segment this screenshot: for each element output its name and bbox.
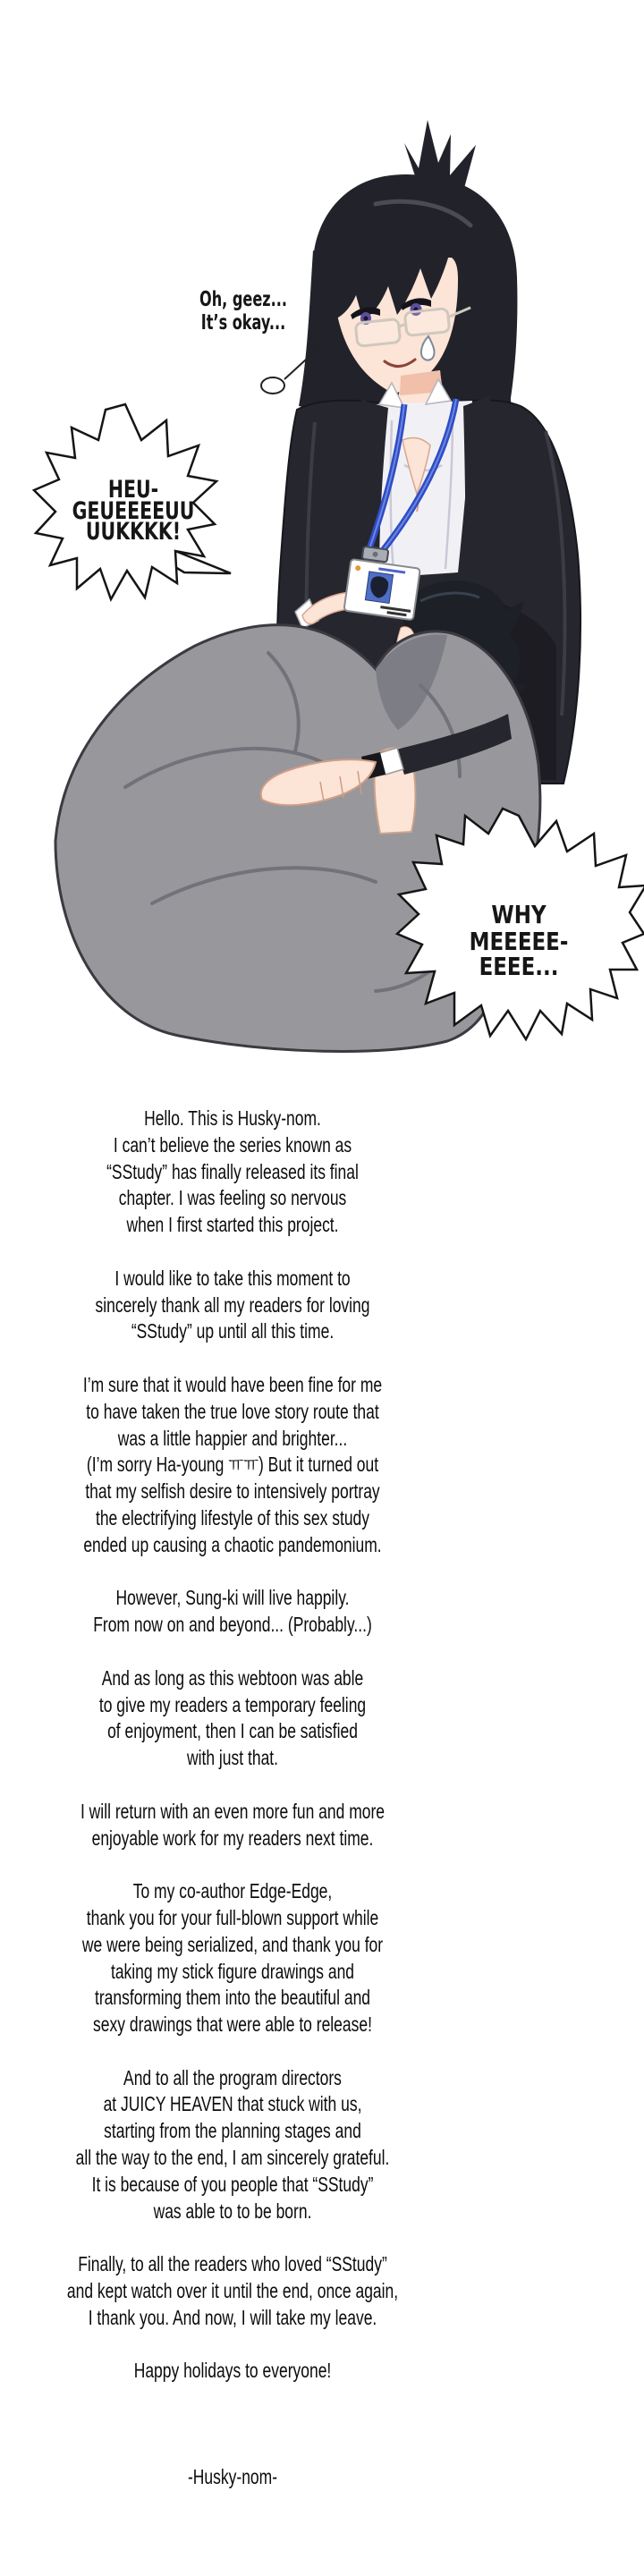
afterword-paragraph: However, Sung-ki will live happily. From now on and beyond... (Probably...) [93,1586,372,1637]
sob-line-2: GEUEEEEUU [72,496,195,525]
wail-line-2: MEEEEE- [469,927,569,957]
wail-line-3: EEEE... [479,952,559,982]
afterword-paragraph: I would like to take this moment to sincerely thank all my readers for loving “SStudy” up until all this time. [95,1266,370,1343]
speech-bubble-sob [34,404,231,599]
afterword-paragraph: And to all the program directors at JUICY HEAVEN that stuck with us, starting from the planning stages and all the way to the end, I am sincerely grateful. It is because of you people that “SStudy” was able to to be born. [75,2065,390,2223]
afterword [55,1106,409,2491]
afterword-paragraph: And as long as this webtoon was able to give my readers a temporary feeling of enjoyment, then I can be satisfied with just that. [98,1665,367,1770]
signature: -Husky-nom- [187,2465,278,2489]
afterword-paragraph: I’m sure that it would have been fine for me to have taken the true love story route that was a little happier and brighter... (I’m sorry Ha-young ㅠㅠ) But it turned out that my selfish desire to intensively portray the electrifying lifestyle of this sex study ended up causing a chaotic pandemonium. [82,1372,383,1556]
afterword-paragraph: Finally, to all the readers who loved “SStudy” and kept watch over it until the end, once again, I thank you. And now, I will take my leave. [66,2252,399,2329]
calm-line-1: Oh, geez... [199,287,287,311]
afterword-paragraph: Hello. This is Husky-nom. I can’t believe the series known as “SStudy” has finally released its final chapter. I was feeling so nervous when I first started this project. [106,1106,359,1237]
afterword-paragraph: I will return with an even more fun and more enjoyable work for my readers next time. [80,1799,386,1850]
afterword-text [55,1106,409,2385]
illustration [0,0,644,1118]
afterword-paragraph: Happy holidays to everyone! [133,2359,332,2383]
calm-line-2: It’s okay... [200,310,286,335]
wail-line-1: WHY [491,900,547,930]
afterword-paragraph: To my co-author Edge-Edge, thank you for your full-blown support while we were being serialized, and thank you for taking my stick figure drawings and transforming them into the beautiful and sexy drawings that were able to release! [81,1879,384,2037]
sob-line-1: HEU- [107,475,159,504]
sob-line-3: UUKKKK! [85,517,182,546]
